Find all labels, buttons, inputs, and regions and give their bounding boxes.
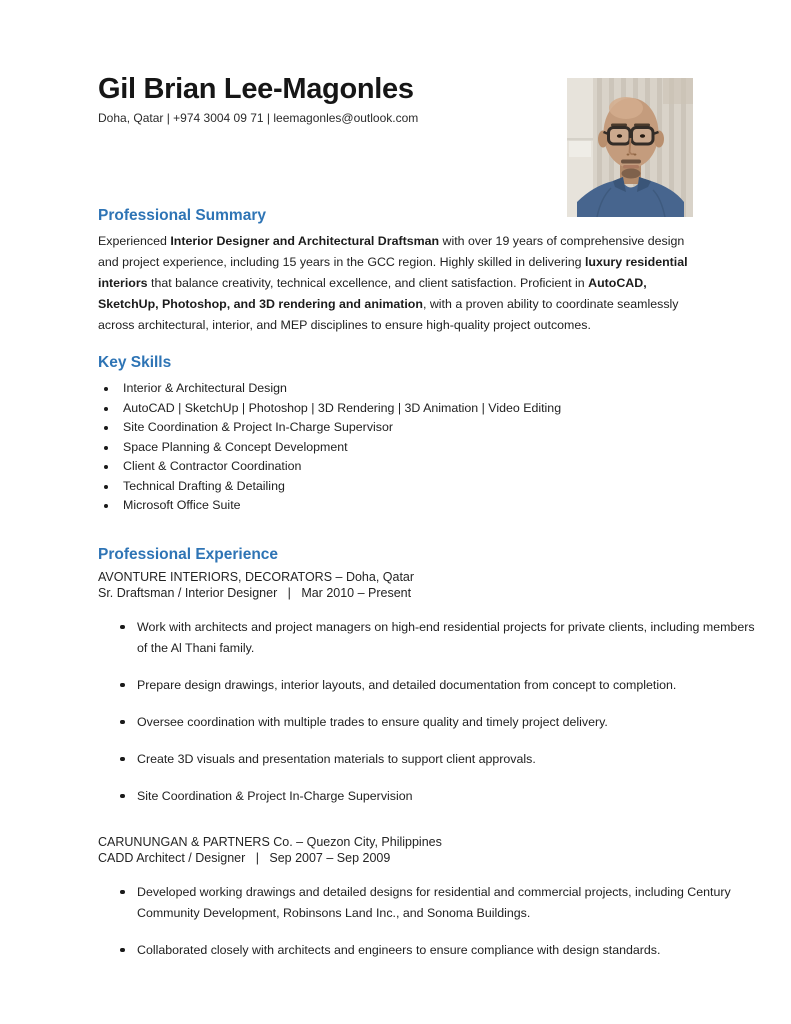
job-bullet: Collaborated closely with architects and engineers to ensure compliance with design standards.	[98, 940, 757, 961]
professional-experience-heading: Professional Experience	[98, 545, 279, 563]
summary-run: Experienced	[98, 234, 171, 248]
skill-item: Site Coordination & Project In-Charge Supervisor	[98, 418, 702, 438]
summary-run: that balance creativity, technical excellence, and client satisfaction. Proficient in	[147, 276, 589, 290]
company-line: AVONTURE INTERIORS, DECORATORS – Doha, Qatar	[98, 569, 415, 584]
key-skills-list	[98, 379, 702, 516]
key-skills-heading: Key Skills	[98, 354, 172, 371]
job-bullet: Oversee coordination with multiple trades to ensure quality and timely project delivery.	[98, 712, 757, 733]
job-bullet: Site Coordination & Project In-Charge Supervision	[98, 786, 757, 807]
summary-run-bold: AutoCAD, SketchUp, Photoshop, and 3D rendering and animation	[98, 276, 647, 311]
person-name: Gil Brian Lee-Magonles	[98, 73, 414, 105]
role-line: CADD Architect / Designer | Sep 2007 – Sep 2009	[98, 850, 391, 865]
job-bullet-list	[98, 617, 755, 807]
summary-paragraph	[98, 231, 702, 336]
job-entry-carunungan	[98, 834, 731, 961]
company-line: CARUNUNGAN & PARTNERS Co. – Quezon City, Philippines	[98, 834, 442, 849]
job-bullet: Prepare design drawings, interior layouts, and detailed documentation from concept to completion.	[98, 675, 757, 696]
profile-photo	[567, 78, 693, 217]
job-entry-avonture	[98, 569, 755, 807]
skill-item: Microsoft Office Suite	[98, 496, 702, 516]
skill-item: Interior & Architectural Design	[98, 379, 702, 399]
skill-item: AutoCAD | SketchUp | Photoshop | 3D Rendering | 3D Animation | Video Editing	[98, 399, 702, 419]
professional-experience-section	[98, 545, 755, 961]
summary-run-bold: Interior Designer and Architectural Draftsman	[170, 234, 440, 248]
professional-summary-section	[98, 206, 702, 336]
skill-item: Technical Drafting & Detailing	[98, 477, 702, 497]
job-bullet: Developed working drawings and detailed designs for residential and commercial projects, including Century Community Development, Robinsons Land Inc., and Sonoma Buildings.	[98, 882, 757, 924]
job-bullet: Work with architects and project managers on high-end residential projects for private clients, including members of the Al Thani family.	[98, 617, 757, 659]
summary-run-bold: luxury residential interiors	[98, 255, 688, 290]
profile-photo-illustration	[567, 78, 693, 217]
skill-item: Client & Contractor Coordination	[98, 457, 702, 477]
key-skills-section	[98, 353, 702, 516]
contact-line: Doha, Qatar | +974 3004 09 71 | leemagonles@outlook.com	[98, 111, 419, 125]
summary-run: with over 19 years of comprehensive design and project experience, including 15 years in the GCC region. Highly skilled in delivering	[98, 234, 685, 269]
professional-summary-heading: Professional Summary	[98, 207, 266, 224]
role-line: Sr. Draftsman / Interior Designer | Mar 2010 – Present	[98, 585, 412, 600]
job-bullet: Create 3D visuals and presentation materials to support client approvals.	[98, 749, 757, 770]
skill-item: Space Planning & Concept Development	[98, 438, 702, 458]
summary-run: , with a proven ability to coordinate seamlessly across architectural, interior, and MEP disciplines to ensure high-quality project outcomes.	[98, 297, 679, 332]
job-bullet-list	[98, 882, 731, 961]
